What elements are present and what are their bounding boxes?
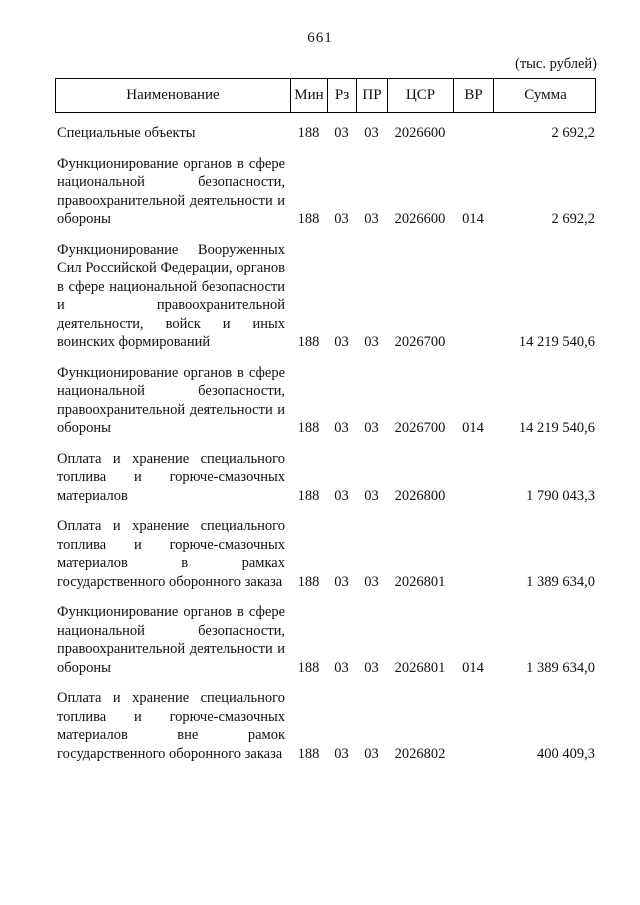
cell-rz: 03 (334, 659, 349, 676)
cell-name: Оплата и хранение специального топлива и горюче-смазочных материалов в рамках государственного оборонного заказа (57, 518, 285, 590)
header-vr: ВР (454, 79, 494, 112)
cell-min: 188 (297, 745, 320, 762)
table-row (55, 241, 596, 352)
cell-pr: 03 (364, 573, 379, 590)
cell-name: Оплата и хранение специального топлива и горюче-смазочных материалов вне рамок государственного оборонного заказа (57, 690, 285, 762)
header-csr: ЦСР (388, 79, 454, 112)
currency-unit-note: (тыс. рублей) (515, 56, 597, 72)
cell-csr: 2026801 (394, 573, 446, 590)
cell-rz: 03 (334, 125, 349, 141)
table-row (55, 517, 596, 591)
cell-csr: 2026700 (394, 420, 446, 436)
cell-summa: 14 219 540,6 (518, 420, 595, 436)
cell-name: Функционирование органов в сфере национальной безопасности, правоохранительной деятельности и обороны (57, 155, 285, 227)
table-header-row (55, 78, 596, 113)
cell-min: 188 (297, 573, 320, 590)
header-pr: ПР (357, 79, 388, 112)
header-min: Мин (291, 79, 328, 112)
header-name: Наименование (56, 79, 291, 112)
cell-pr: 03 (364, 745, 379, 762)
table-row (55, 364, 596, 438)
cell-vr: 014 (462, 211, 484, 227)
table-row (55, 124, 596, 143)
cell-pr: 03 (364, 487, 379, 504)
cell-summa: 2 692,2 (551, 211, 595, 227)
cell-min: 188 (297, 334, 320, 350)
cell-min: 188 (297, 420, 320, 436)
cell-pr: 03 (364, 125, 379, 141)
cell-summa: 1 389 634,0 (526, 573, 595, 590)
cell-pr: 03 (364, 420, 379, 436)
cell-min: 188 (297, 125, 320, 141)
cell-csr: 2026800 (394, 487, 446, 504)
cell-summa: 1 389 634,0 (526, 659, 595, 676)
cell-rz: 03 (334, 487, 349, 504)
cell-csr: 2026700 (394, 334, 446, 350)
cell-min: 188 (297, 659, 320, 676)
cell-csr: 2026802 (394, 745, 446, 762)
header-rz: Рз (328, 79, 357, 112)
table-row (55, 603, 596, 677)
cell-rz: 03 (334, 745, 349, 762)
cell-csr: 2026801 (394, 659, 446, 676)
cell-name: Оплата и хранение специального топлива и горюче-смазочных материалов (57, 450, 285, 504)
cell-summa: 14 219 540,6 (518, 334, 595, 350)
cell-rz: 03 (334, 420, 349, 436)
cell-summa: 400 409,3 (537, 745, 595, 762)
cell-rz: 03 (334, 573, 349, 590)
page-number: 661 (307, 30, 333, 46)
table-row (55, 689, 596, 763)
cell-name: Специальные объекты (57, 125, 196, 141)
budget-table (55, 78, 596, 775)
header-summa: Сумма (524, 87, 567, 103)
cell-rz: 03 (334, 211, 349, 227)
cell-vr: 014 (462, 420, 484, 436)
cell-name: Функционирование Вооруженных Сил Российской Федерации, органов в сфере национальной безопасности и правоохранительной деятельности, войск и иных воинских формирований (57, 241, 285, 350)
cell-rz: 03 (334, 334, 349, 350)
cell-summa: 2 692,2 (551, 125, 595, 141)
cell-name: Функционирование органов в сфере национальной безопасности, правоохранительной деятельности и обороны (57, 364, 285, 436)
cell-pr: 03 (364, 211, 379, 227)
cell-pr: 03 (364, 334, 379, 350)
cell-pr: 03 (364, 659, 379, 676)
cell-min: 188 (297, 211, 320, 227)
table-row (55, 450, 596, 506)
cell-csr: 2026600 (394, 125, 446, 141)
cell-min: 188 (297, 487, 320, 504)
table-row (55, 155, 596, 229)
cell-vr: 014 (462, 659, 484, 676)
table-body (55, 113, 596, 763)
cell-name: Функционирование органов в сфере национальной безопасности, правоохранительной деятельности и обороны (57, 604, 285, 676)
cell-csr: 2026600 (394, 211, 446, 227)
cell-summa: 1 790 043,3 (526, 487, 595, 504)
